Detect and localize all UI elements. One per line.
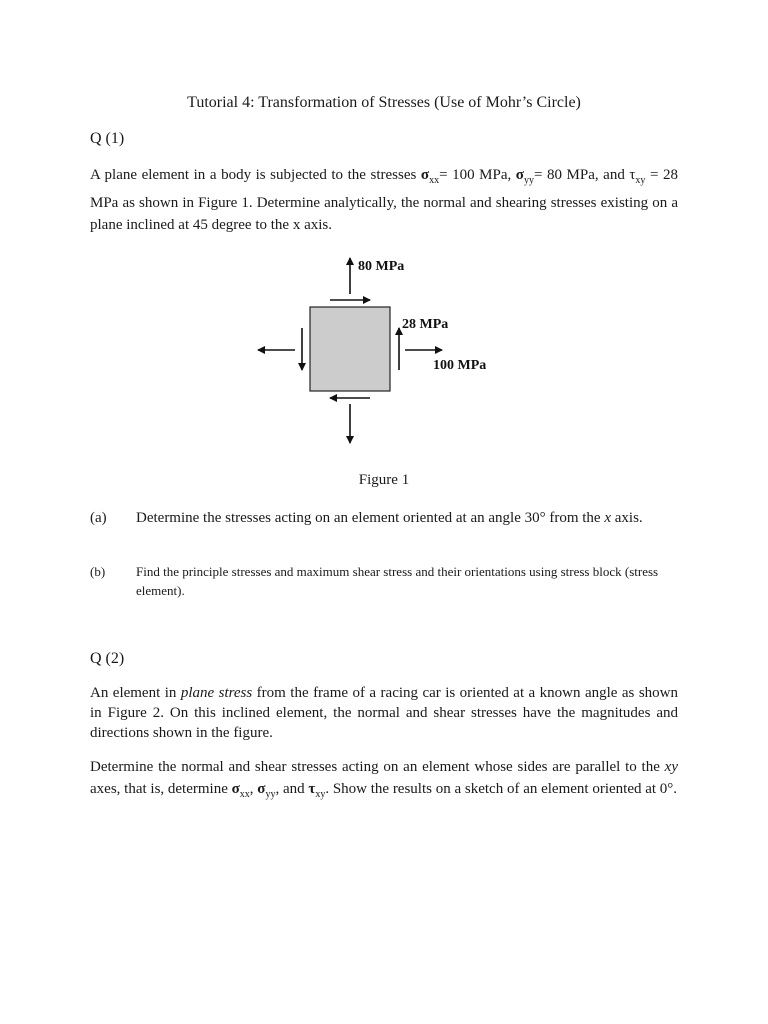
part-a-text — [136, 508, 676, 528]
q1-text-1: A plane element in a body is subjected to the stresses — [90, 167, 421, 183]
label-100-mpa: 100 MPa — [433, 358, 487, 373]
q1-part-a — [90, 508, 680, 548]
q2-p1-end: from the frame of a racing car is oriented at a known angle as shown in Figure 2. On this inclined element, the normal and shear stresses have the magnitudes and directions shown in the figure. — [90, 685, 678, 741]
label-28-mpa: 28 MPa — [402, 317, 449, 332]
q1-paragraph — [90, 164, 678, 236]
q2-xy-italic: xy — [664, 759, 678, 775]
q2-sub-yy: yy — [265, 789, 276, 800]
q1-text-2: = 28 MPa as shown in Figure 1. Determine analytically, the normal and shearing stresses existing on a plane inclined at 45 degree to the x axis. — [90, 167, 678, 233]
part-a-text-end: axis. — [611, 510, 643, 526]
q1-heading: Q (1) — [90, 130, 125, 147]
sigma-symbol-2: σ — [515, 167, 524, 183]
q1-eq-yy: = 80 MPa, and — [533, 167, 625, 183]
q1-eq-xx: = 100 MPa, — [439, 167, 516, 183]
part-b-text: Find the principle stresses and maximum shear stress and their orientations using stress block (stress element). — [136, 564, 659, 598]
q2-sigma-yy: σ — [257, 781, 266, 797]
q2-tau-xy: τ — [308, 781, 316, 797]
q2-heading: Q (2) — [90, 650, 125, 667]
q1-part-b — [90, 562, 680, 602]
page-title: Tutorial 4: Transformation of Stresses (Use of Mohr’s Circle) — [187, 94, 581, 111]
sub-xy: xy — [635, 175, 646, 186]
q2-paragraph-1 — [90, 683, 678, 743]
sigma-symbol: σ — [420, 167, 430, 183]
q2-sub-xy: xy — [315, 789, 326, 800]
q2-p2-start: Determine the normal and shear stresses acting on an element whose sides are parallel to the — [90, 759, 665, 775]
label-80-mpa: 80 MPa — [358, 259, 405, 274]
part-a-x-italic: x — [604, 510, 612, 526]
part-a-label: (a) — [90, 510, 107, 526]
q2-p2-mid: axes, that is, determine — [90, 781, 232, 797]
q2-p1-start: An element in — [90, 685, 181, 701]
stress-element-square — [310, 307, 390, 391]
tau-symbol: τ — [629, 167, 636, 183]
sub-yy: yy — [523, 175, 534, 186]
part-a-text-main: Determine the stresses acting on an element oriented at an angle 30° from the — [136, 510, 605, 526]
q2-sep-1: , — [249, 781, 258, 797]
part-b-label: (b) — [90, 564, 106, 579]
q2-sub-xx: xx — [239, 789, 250, 800]
figure-1-caption: Figure 1 — [358, 472, 410, 488]
q2-sigma-xx: σ — [231, 781, 240, 797]
q2-plane-stress-italic: plane stress — [180, 685, 253, 701]
sub-xx: xx — [429, 175, 440, 186]
q2-sep-2: , and — [275, 781, 309, 797]
q2-p2-end: . Show the results on a sketch of an element oriented at 0°. — [325, 781, 678, 797]
q2-paragraph-2 — [90, 756, 678, 806]
figure-1-stress-element — [240, 250, 520, 450]
